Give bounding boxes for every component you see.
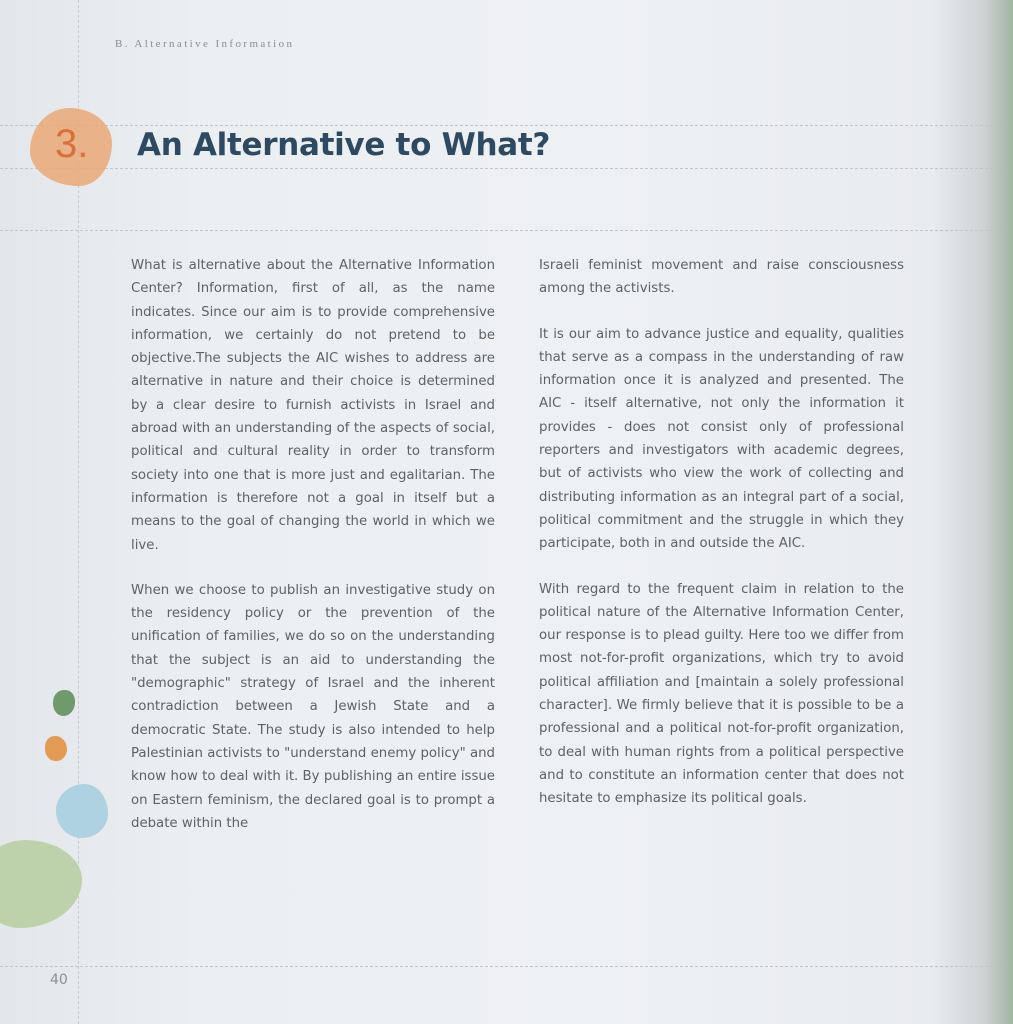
paragraph: It is our aim to advance justice and equality, qualities that serve as a compass in the understanding of raw information once it is analyzed and presented. The AIC - itself alternative, not only the information it provides - does not consist only of professional reporters and investigators with academic degrees, but of activists who view the work of collecting and distributing information as an integral part of a social, political commitment and the struggle in which they participate, both in and outside the AIC. <box>539 326 904 552</box>
paragraph: What is alternative about the Alternative Information Center? Information, first of all, as the name indicates. Since our aim is to provide comprehensive information, we certainly do not pretend to be objective.The subjects the AIC wishes to address are alternative in nature and their choice is determined by a clear desire to furnish activists in Israel and abroad with an understanding of the aspects of social, political and cultural reality in order to transform society into one that is more just and egalitarian. The information is therefore not a goal in itself but a means to the goal of changing the world in which we live. <box>131 258 495 553</box>
left-text-column <box>131 254 495 857</box>
orange-paint-dot <box>45 736 67 761</box>
chapter-title: An Alternative to What? <box>137 127 551 163</box>
paragraph: Israeli feminist movement and raise consciousness among the activists. <box>539 258 904 297</box>
green-paint-dot <box>53 690 75 716</box>
paragraph: When we choose to publish an investigative study on the residency policy or the prevention of the unification of families, we do so on the understanding that the subject is an aid to understanding the "demographic" strategy of Israel and the inherent contradiction between a Jewish State and a democratic State. The study is also intended to help Palestinian activists to "understand enemy policy" and know how to deal with it. By publishing an entire issue on Eastern feminism, the declared goal is to prompt a debate within the <box>131 582 495 831</box>
running-head: B. Alternative Information <box>115 38 295 50</box>
lightgreen-paint-blob <box>0 840 82 928</box>
chapter-number: 3. <box>55 122 89 166</box>
page-edge-shadow <box>985 0 1013 1024</box>
title-bottom-rule <box>0 168 1013 169</box>
right-text-column <box>539 254 904 833</box>
body-top-rule <box>0 230 1013 231</box>
paragraph: With regard to the frequent claim in relation to the political nature of the Alternative Information Center, our response is to plead guilty. Here too we differ from most not-for-profit organizations, which try to avoid political affiliation and [maintain a solely professional character]. We firmly believe that it is possible to be a professional and a political not-for-profit organization, to deal with human rights from a political perspective and to constitute an information center that does not hesitate to emphasize its political goals. <box>539 581 904 807</box>
title-top-rule <box>0 125 1013 126</box>
blue-paint-blob <box>56 784 108 838</box>
page-number: 40 <box>50 972 68 988</box>
footer-rule <box>0 966 1013 967</box>
